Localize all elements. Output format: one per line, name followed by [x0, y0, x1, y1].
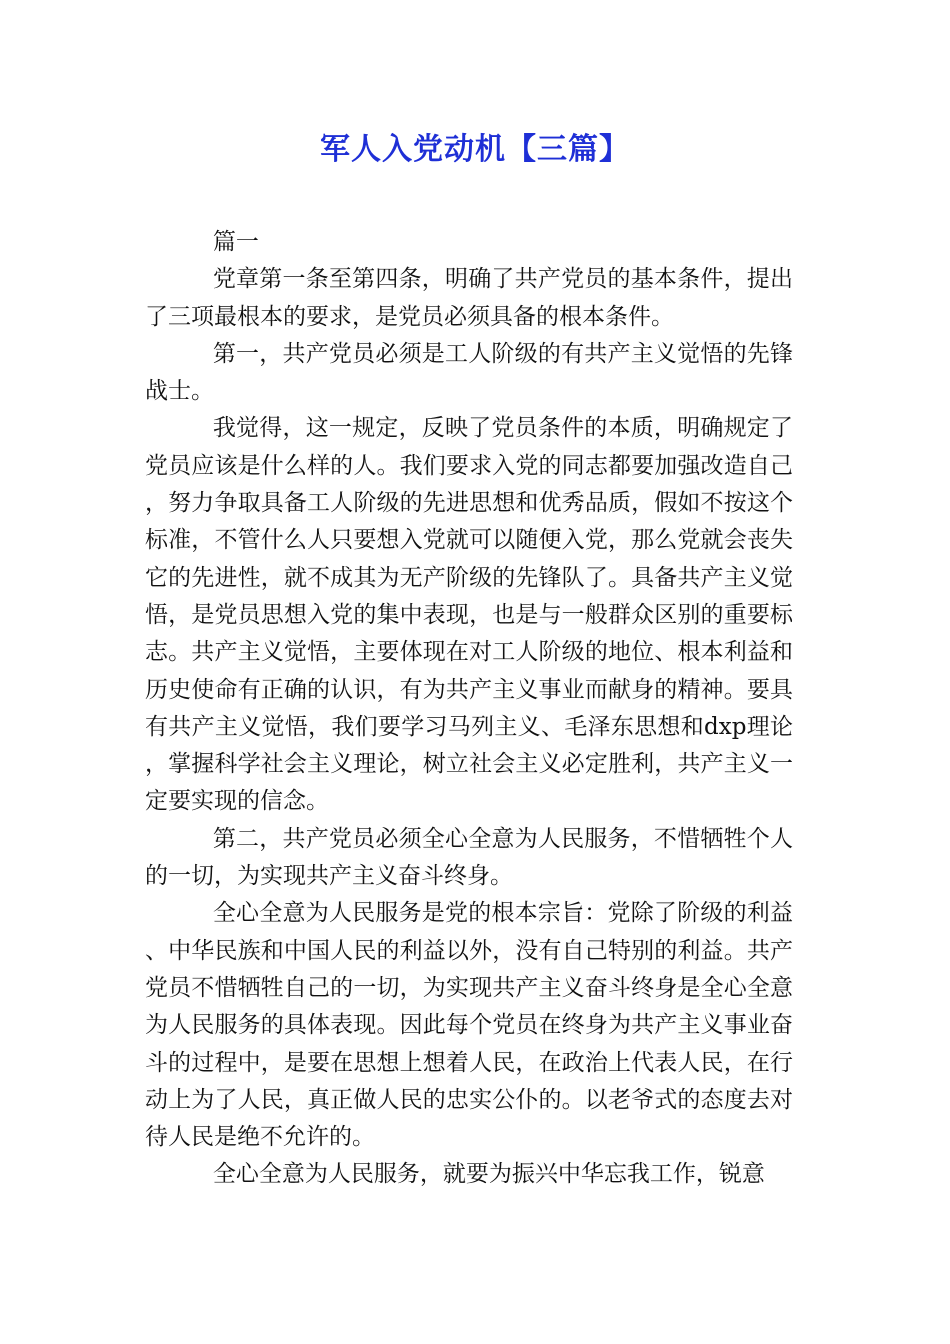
paragraph: 第一，共产党员必须是工人阶级的有共产主义觉悟的先锋战士。 — [145, 340, 793, 405]
paragraph-section-heading: 篇一 — [212, 229, 259, 255]
paragraph: 全心全意为人民服务是党的根本宗旨：党除了阶级的利益、中华民族和中国人民的利益以外，没有自己特别的利益。共产党员不惜牺牲自己的一切，为实现共产主义奋斗终身是全心全意为人民服务的具体表现。因此每个党员在终身为共产主义事业奋斗的过程中，是要在思想上想着人民，在政治上代表人民，在行动上为了人民，真正做人民的忠实公仆的。以老爷式的态度去对待人民是绝不允许的。 — [145, 900, 793, 1151]
document-body — [145, 224, 793, 1194]
paragraph: 党章第一条至第四条，明确了共产党员的基本条件，提出了三项最根本的要求，是党员必须具备的根本条件。 — [145, 266, 793, 330]
document-title: 军人入党动机【三篇】 — [320, 132, 630, 167]
paragraph: 全心全意为人民服务，就要为振兴中华忘我工作，锐意 — [212, 1161, 765, 1188]
paragraph: 第二，共产党员必须全心全意为人民服务，不惜牺牲个人的一切，为实现共产主义奋斗终身。 — [145, 825, 793, 890]
paragraph: 我觉得，这一规定，反映了党员条件的本质，明确规定了党员应该是什么样的人。我们要求入党的同志都要加强改造自己，努力争取具备工人阶级的先进思想和优秀品质，假如不按这个标准，不管什么人只要想入党就可以随便入党，那么党就会丧失它的先进性，就不成其为无产阶级的先锋队了。具备共产主义觉悟，是党员思想入党的集中表现，也是与一般群众区别的重要标志。共产主义觉悟，主要体现在对工人阶级的地位、根本利益和历史使命有正确的认识，有为共产主义事业而献身的精神。要具有共产主义觉悟，我们要学习马列主义、毛泽东思想和dxp理论，掌握科学社会主义理论，树立社会主义必定胜利，共产主义一定要实现的信念。 — [145, 415, 793, 815]
